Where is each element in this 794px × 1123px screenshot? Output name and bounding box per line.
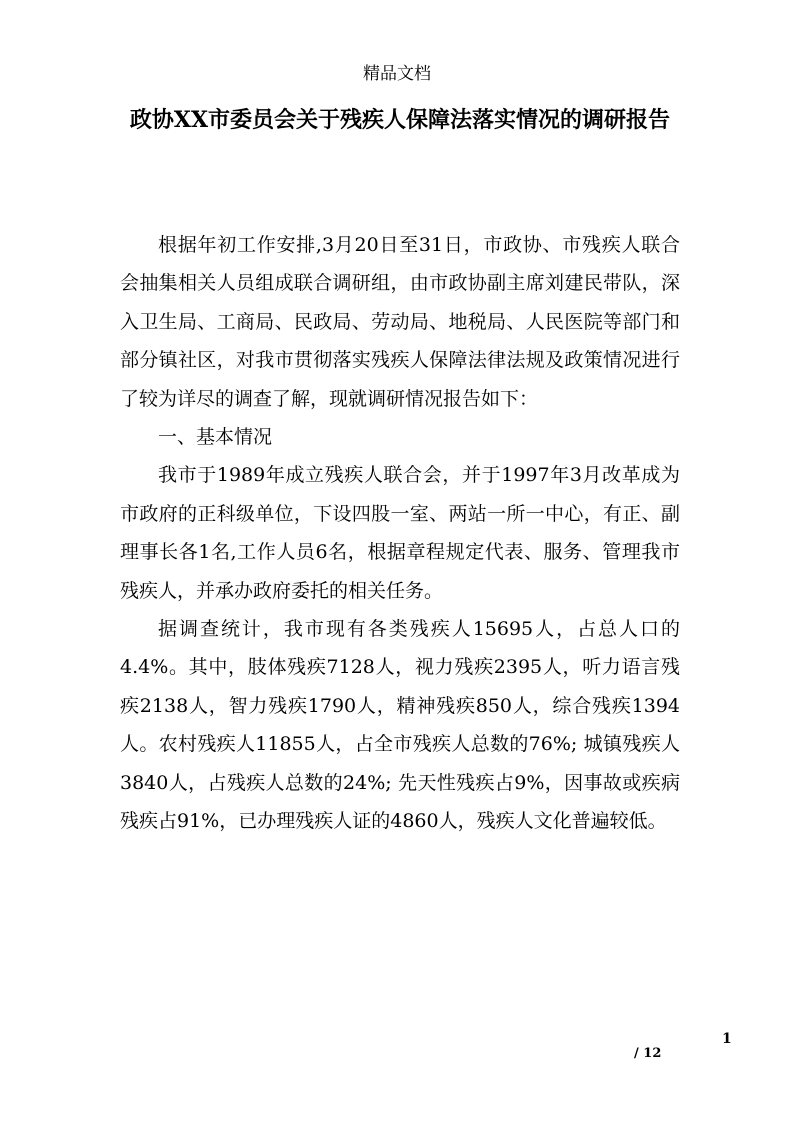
page-header: 精品文档 [363,64,431,84]
page-total: / 12 [634,1046,662,1061]
paragraph-organization: 我市于1989年成立残疾人联合会，并于1997年3月改革成为市政府的正科级单位，下设四股一室、两站一所一中心，有正、副理事长各1名,工作人员6名，根据章程规定代表、服务、管理我市残疾人，并承办政府委托的相关任务。 [120,464,680,602]
document-title: 政协XX市委员会关于残疾人保障法落实情况的调研报告 [129,107,671,133]
paragraph-intro: 根据年初工作安排,3月20日至31日，市政协、市残疾人联合会抽集相关人员组成联合调研组，由市政协副主席刘建民带队，深入卫生局、工商局、民政局、劳动局、地税局、人民医院等部门和部分镇社区，对我市贯彻落实残疾人保障法律法规及政策情况进行了较为详尽的调查了解，现就调研情况报告如下： [120,234,680,410]
section-heading-basic-situation: 一、基本情况 [158,426,273,449]
document-body [120,226,680,841]
page-number: 1 [722,1031,732,1047]
paragraph-statistics: 据调查统计，我市现有各类残疾人15695人，占总人口的4.4%。其中，肢体残疾7128人，视力残疾2395人，听力语言残疾2138人，智力残疾1790人，精神残疾850人，综合残疾1394人。农村残疾人11855人，占全市残疾人总数的76%; 城镇残疾人3840人，占残疾人总数的24%; 先天性残疾占9%，因事故或疾病残疾占91%，已办理残疾人证的4860人，残疾人文化普遍较低。 [120,618,680,833]
